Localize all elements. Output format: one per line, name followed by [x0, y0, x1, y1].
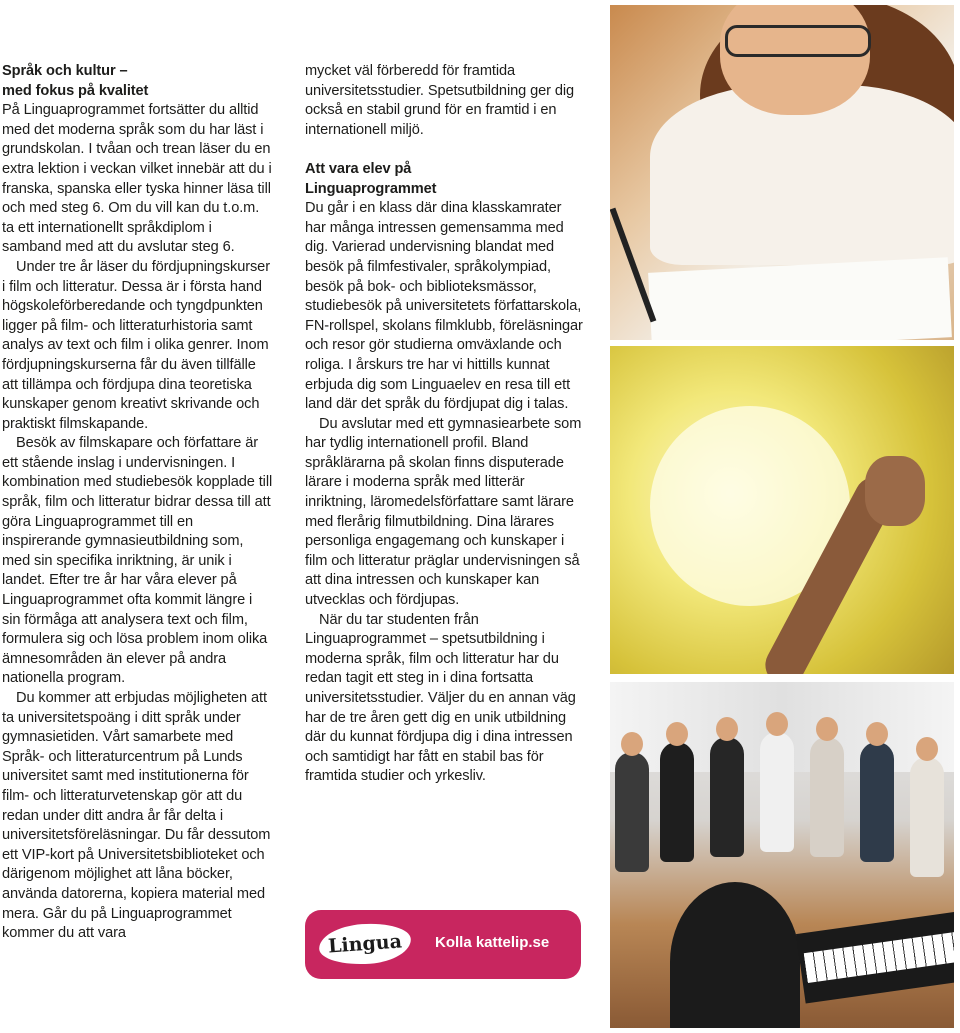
text-column-right [305, 62, 583, 787]
photo-student-writing [610, 5, 954, 340]
lingua-logo: Lingua [318, 921, 413, 967]
section-heading-line1: Att vara elev på [305, 160, 412, 177]
paragraph-continuation: mycket väl förberedd för framtida universitetsstudier. Spetsutbildning ger dig också en stabil grund för en framtid i en internationell miljö. [305, 63, 574, 138]
text-column-left [2, 62, 274, 944]
paragraph-class: Du går i en klass där dina klasskamrater har många intressen gemensamma med dig. Varierad undervisning blandat med besök på filmfestivaler, språkolympiad, besök på bok- och biblioteksmässor, studiebesök på universitetets författarskola, FN-rollspel, skolans filmklubb, föreläsningar och resor gör studierna omväxlande och roliga. I årskurs tre har vi hittills kunnat erbjuda dig som Linguaelev en resa till ett land där det språk du fördjupat dig i talas. [305, 200, 583, 413]
photo-raised-hand [610, 346, 954, 674]
website-link[interactable]: Kolla kattelip.se [435, 934, 550, 951]
paragraph-teachers: Du avslutar med ett gymnasiearbete som har tydlig internationell profil. Bland språklärarna på skolan finns disputerade lärare i moderna språk med litterär inriktning, läromedelsförfattare samt lärare med flerårig filmutbildning. Dina lärares personliga engagemang och kunskaper i film och litteratur präglar undervisningen så att dina intressen och kunskaper kan utvecklas och fördjupas. [305, 415, 582, 609]
section-heading-line2: Linguaprogrammet [305, 180, 437, 197]
paragraph-courses: Under tre år läser du fördjupningskurser i film och litteratur. Dessa är i första hand högskoleförberedande och tyngdpunkten ligger på film- och litteraturhistoria samt analys av text och film i olika genrer. Inom fördjupningskurserna får du även tillfälle att tillämpa och fördjupa dina teoretiska kunskaper genom kreativt skrivande och praktiskt filmskapande. [2, 258, 270, 432]
section-heading-line2: med fokus på kvalitet [2, 82, 149, 99]
paragraph-graduation: När du tar studenten från Linguaprogrammet – spetsutbildning i moderna språk, film och litteratur har du redan tagit ett steg in i dina fortsatta universitetsstudier. Väljer du en annan väg har de tre åren gett dig en unik utbildning där du kunnat fördjupa dig i dina intressen och samtidigt har fått en stabil bas för framtida studier och yrkesliv. [305, 611, 576, 785]
photo-choir-class [610, 682, 954, 1028]
paragraph-visits: Besök av filmskapare och författare är ett stående inslag i undervisningen. I kombination med studiebesök kopplade till språk, film och litteratur bidrar dessa till att göra Linguaprogrammet till en inspirerande gymnasieutbildning som, med sin specifika inriktning, är unik i landet. Efter tre år har våra elever på Linguaprogrammet ofta kommit längre i sin förmåga att analysera text och film, formulera sig och lösa problem inom olika ämnesområden än elever på andra nationella program. [2, 435, 273, 687]
spacer [305, 140, 583, 160]
paragraph-intro: På Linguaprogrammet fortsätter du alltid med det moderna språk som du har läst i grundskolan. I tvåan och trean läser du en extra lektion i veckan vilket innebär att du i franska, spanska eller tyska hinner läsa till och med steg 6. Om du vill kan du t.o.m. ta ett internationellt språkdiplom i samband med att du avslutar steg 6. [2, 102, 272, 256]
paragraph-university: Du kommer att erbjudas möjligheten att ta universitetspoäng i ditt språk under gymnasietiden. Vårt samarbete med Språk- och litteraturcentrum på Lunds universitet samt med institutionerna för film- och litteraturvetenskap gör att du redan under ditt andra år får delta i universitetsföreläsningar. Du får dessutom ett VIP-kort på Universitetsbiblioteket och därigenom möjlighet att låna böcker, använda datorerna, kopiera material med mera. Går du på Linguaprogrammet kommer du att vara [2, 690, 271, 942]
section-heading-line1: Språk och kultur – [2, 63, 128, 79]
website-banner[interactable] [305, 910, 581, 979]
